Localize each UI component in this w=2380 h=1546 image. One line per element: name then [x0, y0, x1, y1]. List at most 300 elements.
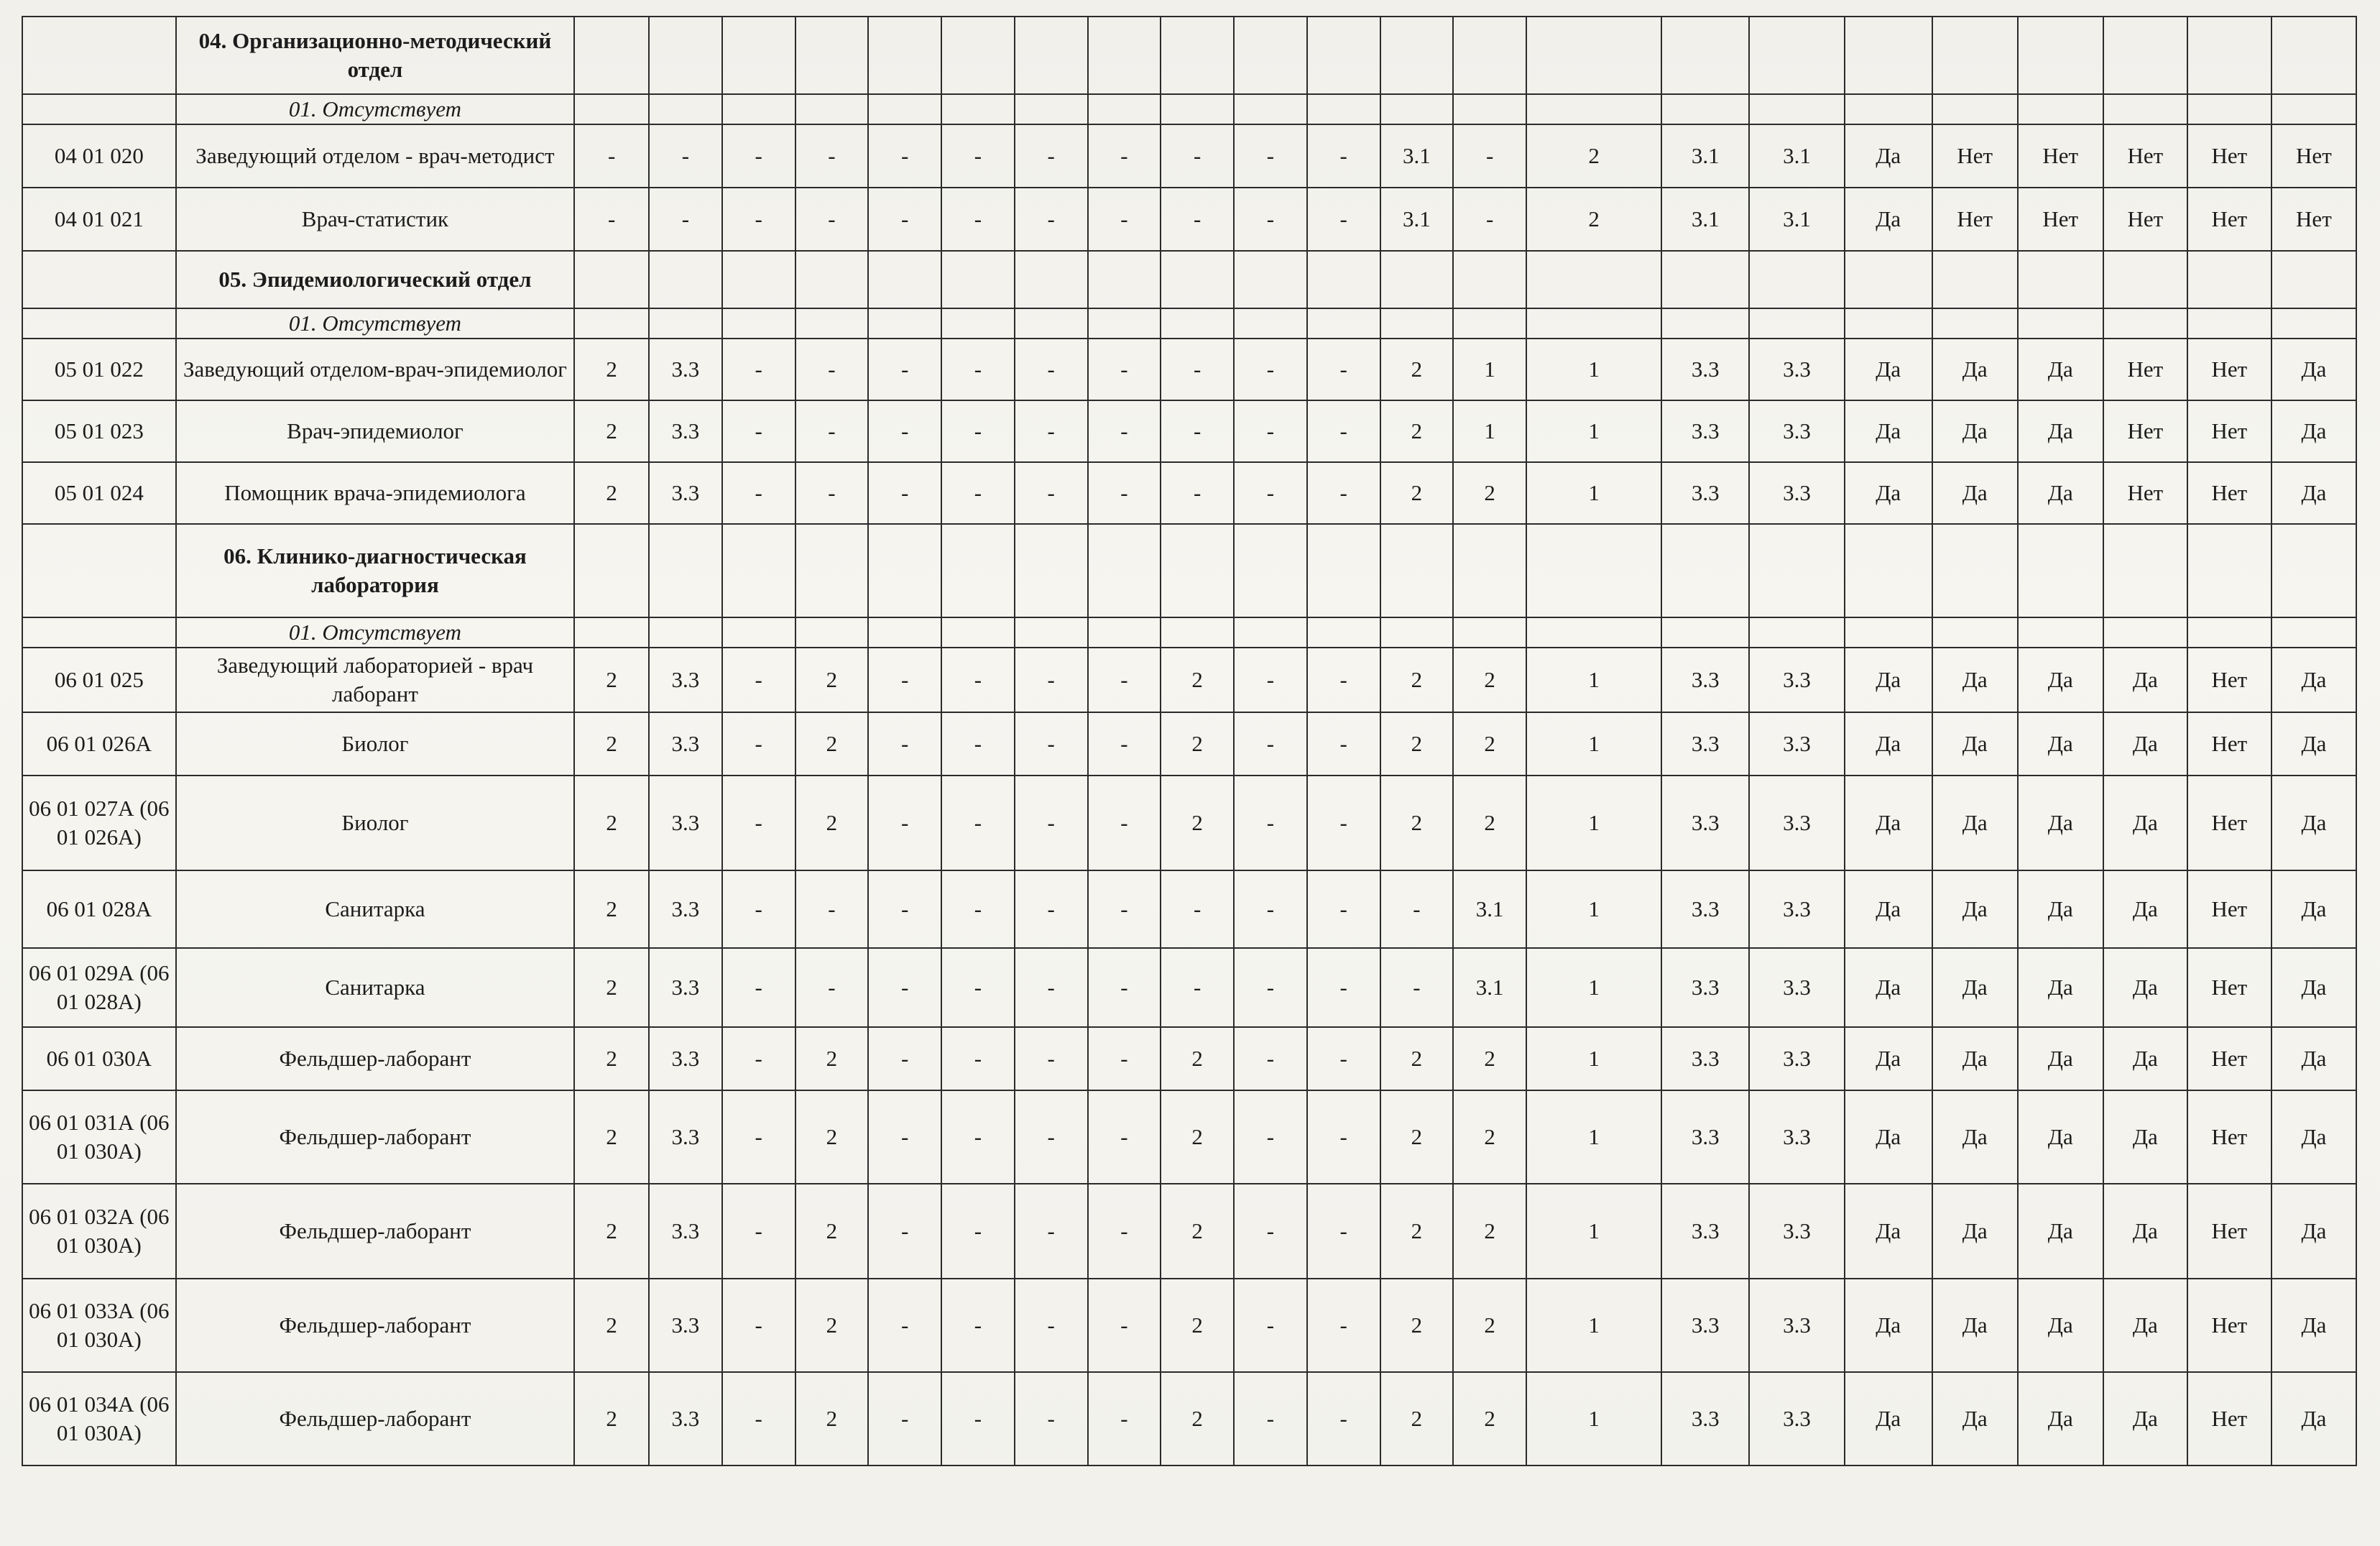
value-cell: Нет	[2187, 712, 2271, 776]
value-cell: -	[1088, 870, 1161, 948]
table-row	[22, 1372, 2356, 1466]
empty-cell	[2018, 94, 2103, 124]
empty-cell	[1845, 617, 1932, 648]
empty-cell	[1453, 617, 1526, 648]
empty-cell	[1088, 524, 1161, 617]
empty-cell	[1161, 617, 1234, 648]
value-cell: 3.3	[1661, 776, 1749, 870]
empty-cell	[1661, 308, 1749, 339]
value-cell: Да	[2271, 870, 2356, 948]
value-cell: Да	[1845, 1372, 1932, 1466]
section-header-row	[22, 17, 2356, 94]
value-cell: Да	[1845, 1184, 1932, 1279]
value-cell: -	[722, 462, 795, 524]
position-name: Заведующий лабораторией - врач лаборант	[176, 648, 575, 712]
value-cell: -	[1380, 870, 1454, 948]
value-cell: -	[1088, 948, 1161, 1027]
subsection-row	[22, 617, 2356, 648]
value-cell: Нет	[2187, 1184, 2271, 1279]
table-row	[22, 124, 2356, 188]
position-name: Помощник врача-эпидемиолога	[176, 462, 575, 524]
empty-cell	[1845, 524, 1932, 617]
empty-cell	[722, 617, 795, 648]
position-name: Фельдшер-лаборант	[176, 1372, 575, 1466]
empty-cell	[649, 17, 722, 94]
value-cell: 1	[1526, 462, 1661, 524]
empty-cell	[1526, 617, 1661, 648]
empty-cell	[1380, 94, 1454, 124]
empty-cell	[1932, 524, 2018, 617]
empty-cell	[2187, 17, 2271, 94]
value-cell: 3.3	[649, 948, 722, 1027]
value-cell: 3.3	[649, 1027, 722, 1090]
value-cell: 2	[574, 1372, 649, 1466]
value-cell: 3.3	[649, 462, 722, 524]
value-cell: Да	[2018, 1372, 2103, 1466]
empty-cell	[1088, 308, 1161, 339]
empty-cell	[1749, 524, 1844, 617]
value-cell: 3.3	[649, 648, 722, 712]
table-row	[22, 1090, 2356, 1184]
workplace-code: 04 01 021	[22, 188, 176, 251]
value-cell: Да	[2018, 1090, 2103, 1184]
value-cell: -	[868, 188, 941, 251]
value-cell: Да	[2271, 1184, 2356, 1279]
empty-cell	[1015, 524, 1088, 617]
value-cell: -	[722, 1184, 795, 1279]
value-cell: 3.3	[1749, 462, 1844, 524]
empty-cell	[2018, 251, 2103, 308]
empty-cell	[2103, 94, 2187, 124]
value-cell: Нет	[2187, 948, 2271, 1027]
value-cell: -	[722, 648, 795, 712]
value-cell: -	[722, 1372, 795, 1466]
value-cell: -	[1307, 188, 1380, 251]
value-cell: Да	[2271, 712, 2356, 776]
empty-cell	[795, 251, 869, 308]
value-cell: Да	[1932, 339, 2018, 400]
value-cell: 2	[1380, 648, 1454, 712]
empty-cell	[1161, 308, 1234, 339]
empty-cell	[2187, 94, 2271, 124]
value-cell: 2	[1161, 712, 1234, 776]
value-cell: -	[722, 870, 795, 948]
value-cell: -	[1015, 776, 1088, 870]
value-cell: Да	[2103, 1027, 2187, 1090]
position-name: Врач-статистик	[176, 188, 575, 251]
empty-cell	[1380, 17, 1454, 94]
value-cell: 3.3	[1749, 648, 1844, 712]
empty-cell	[2187, 308, 2271, 339]
value-cell: Да	[1932, 1090, 2018, 1184]
value-cell: Да	[1845, 1279, 1932, 1372]
empty-cell	[2271, 94, 2356, 124]
value-cell: -	[1088, 1372, 1161, 1466]
value-cell: -	[1015, 648, 1088, 712]
value-cell: -	[1234, 776, 1307, 870]
value-cell: -	[795, 339, 869, 400]
value-cell: -	[868, 462, 941, 524]
value-cell: 3.3	[1749, 339, 1844, 400]
value-cell: -	[1088, 776, 1161, 870]
value-cell: -	[1015, 1279, 1088, 1372]
empty-cell	[795, 17, 869, 94]
value-cell: 2	[574, 948, 649, 1027]
empty-cell	[1453, 94, 1526, 124]
value-cell: 2	[1453, 462, 1526, 524]
value-cell: -	[722, 339, 795, 400]
value-cell: -	[1234, 870, 1307, 948]
value-cell: 2	[1380, 339, 1454, 400]
value-cell: -	[868, 1090, 941, 1184]
value-cell: 2	[1380, 776, 1454, 870]
value-cell: Да	[2271, 1027, 2356, 1090]
value-cell: -	[722, 948, 795, 1027]
empty-cell	[1088, 94, 1161, 124]
value-cell: -	[1307, 1372, 1380, 1466]
value-cell: 1	[1526, 400, 1661, 462]
value-cell: 3.1	[1453, 870, 1526, 948]
value-cell: -	[649, 124, 722, 188]
value-cell: 3.3	[649, 339, 722, 400]
value-cell: -	[1307, 1090, 1380, 1184]
value-cell: Да	[2103, 776, 2187, 870]
empty-cell	[1234, 617, 1307, 648]
empty-cell	[2018, 308, 2103, 339]
value-cell: 3.1	[1749, 188, 1844, 251]
value-cell: -	[1161, 462, 1234, 524]
subsection-title: 01. Отсутствует	[176, 617, 575, 648]
empty-cell	[1749, 251, 1844, 308]
empty-cell	[2103, 308, 2187, 339]
value-cell: -	[795, 870, 869, 948]
empty-cell	[722, 251, 795, 308]
table-row	[22, 648, 2356, 712]
value-cell: -	[1015, 462, 1088, 524]
subsection-row	[22, 94, 2356, 124]
value-cell: 1	[1526, 339, 1661, 400]
value-cell: Да	[2271, 776, 2356, 870]
value-cell: -	[795, 188, 869, 251]
empty-cell	[22, 17, 176, 94]
value-cell: -	[1453, 124, 1526, 188]
value-cell: -	[795, 462, 869, 524]
empty-cell	[1234, 17, 1307, 94]
empty-cell	[795, 617, 869, 648]
value-cell: Да	[1845, 948, 1932, 1027]
value-cell: Да	[2018, 776, 2103, 870]
value-cell: Да	[1932, 1279, 2018, 1372]
empty-cell	[22, 94, 176, 124]
subsection-title: 01. Отсутствует	[176, 94, 575, 124]
value-cell: -	[1307, 339, 1380, 400]
value-cell: Да	[2271, 339, 2356, 400]
value-cell: -	[941, 1279, 1015, 1372]
value-cell: -	[1307, 776, 1380, 870]
workplace-code: 06 01 029А (06 01 028А)	[22, 948, 176, 1027]
value-cell: -	[1088, 124, 1161, 188]
value-cell: -	[1234, 188, 1307, 251]
value-cell: 2	[1526, 188, 1661, 251]
empty-cell	[574, 524, 649, 617]
value-cell: 2	[1161, 1027, 1234, 1090]
value-cell: 3.3	[1661, 462, 1749, 524]
value-cell: 2	[1380, 712, 1454, 776]
value-cell: 2	[1161, 776, 1234, 870]
value-cell: Да	[1845, 870, 1932, 948]
value-cell: -	[1453, 188, 1526, 251]
empty-cell	[2103, 617, 2187, 648]
value-cell: -	[722, 1090, 795, 1184]
value-cell: -	[795, 400, 869, 462]
value-cell: 3.1	[1453, 948, 1526, 1027]
value-cell: -	[941, 339, 1015, 400]
empty-cell	[2018, 617, 2103, 648]
value-cell: -	[1015, 1372, 1088, 1466]
empty-cell	[1749, 17, 1844, 94]
section-title: 04. Организационно-методический отдел	[176, 17, 575, 94]
value-cell: -	[868, 124, 941, 188]
empty-cell	[1932, 308, 2018, 339]
empty-cell	[2271, 617, 2356, 648]
empty-cell	[1932, 617, 2018, 648]
value-cell: Нет	[2187, 339, 2271, 400]
value-cell: Да	[2271, 648, 2356, 712]
value-cell: 1	[1526, 648, 1661, 712]
value-cell: 3.3	[1661, 1027, 1749, 1090]
value-cell: Нет	[2187, 1090, 2271, 1184]
value-cell: 3.3	[1749, 712, 1844, 776]
empty-cell	[941, 308, 1015, 339]
empty-cell	[1749, 308, 1844, 339]
value-cell: -	[1015, 124, 1088, 188]
empty-cell	[1015, 17, 1088, 94]
empty-cell	[1380, 308, 1454, 339]
empty-cell	[22, 308, 176, 339]
position-name: Биолог	[176, 776, 575, 870]
empty-cell	[1307, 308, 1380, 339]
value-cell: Да	[2103, 648, 2187, 712]
empty-cell	[1453, 308, 1526, 339]
empty-cell	[722, 524, 795, 617]
value-cell: Да	[2271, 1090, 2356, 1184]
value-cell: Да	[2103, 1279, 2187, 1372]
value-cell: Нет	[2103, 400, 2187, 462]
section-title: 05. Эпидемиологический отдел	[176, 251, 575, 308]
value-cell: 1	[1526, 1184, 1661, 1279]
empty-cell	[1453, 251, 1526, 308]
value-cell: 3.1	[1380, 188, 1454, 251]
empty-cell	[22, 251, 176, 308]
empty-cell	[1932, 94, 2018, 124]
table-row	[22, 462, 2356, 524]
value-cell: 3.3	[1661, 870, 1749, 948]
value-cell: -	[1015, 188, 1088, 251]
value-cell: 3.3	[1749, 1279, 1844, 1372]
value-cell: -	[1088, 400, 1161, 462]
value-cell: Да	[2018, 462, 2103, 524]
value-cell: -	[1015, 1184, 1088, 1279]
empty-cell	[649, 251, 722, 308]
empty-cell	[1015, 617, 1088, 648]
empty-cell	[722, 94, 795, 124]
value-cell: 3.3	[1749, 1027, 1844, 1090]
empty-cell	[1661, 251, 1749, 308]
value-cell: 1	[1526, 948, 1661, 1027]
value-cell: -	[868, 1184, 941, 1279]
value-cell: 2	[1380, 1279, 1454, 1372]
value-cell: 3.3	[1661, 648, 1749, 712]
empty-cell	[574, 251, 649, 308]
workplace-code: 05 01 024	[22, 462, 176, 524]
value-cell: 3.1	[1380, 124, 1454, 188]
value-cell: 3.3	[1749, 400, 1844, 462]
value-cell: -	[1380, 948, 1454, 1027]
empty-cell	[1749, 617, 1844, 648]
value-cell: Да	[1845, 462, 1932, 524]
value-cell: -	[1307, 870, 1380, 948]
workplace-code: 05 01 023	[22, 400, 176, 462]
value-cell: -	[868, 1372, 941, 1466]
value-cell: Да	[2103, 948, 2187, 1027]
value-cell: Да	[2271, 1279, 2356, 1372]
empty-cell	[1661, 617, 1749, 648]
value-cell: -	[1307, 1027, 1380, 1090]
value-cell: Да	[2271, 462, 2356, 524]
value-cell: -	[1161, 400, 1234, 462]
value-cell: -	[868, 1027, 941, 1090]
value-cell: Да	[1932, 948, 2018, 1027]
empty-cell	[722, 17, 795, 94]
empty-cell	[1234, 524, 1307, 617]
value-cell: -	[1015, 400, 1088, 462]
empty-cell	[1234, 94, 1307, 124]
value-cell: Нет	[2103, 462, 2187, 524]
empty-cell	[574, 17, 649, 94]
value-cell: 1	[1526, 870, 1661, 948]
empty-cell	[1845, 94, 1932, 124]
value-cell: -	[1161, 870, 1234, 948]
value-cell: -	[1234, 712, 1307, 776]
value-cell: -	[1088, 1184, 1161, 1279]
value-cell: -	[941, 124, 1015, 188]
empty-cell	[2018, 17, 2103, 94]
empty-cell	[2103, 17, 2187, 94]
value-cell: 2	[1453, 712, 1526, 776]
value-cell: -	[1234, 462, 1307, 524]
position-name: Фельдшер-лаборант	[176, 1027, 575, 1090]
table-row	[22, 188, 2356, 251]
value-cell: 2	[1453, 648, 1526, 712]
value-cell: 3.3	[1749, 1090, 1844, 1184]
value-cell: 1	[1453, 339, 1526, 400]
empty-cell	[2271, 251, 2356, 308]
value-cell: Нет	[2187, 870, 2271, 948]
empty-cell	[649, 617, 722, 648]
value-cell: -	[1234, 1279, 1307, 1372]
value-cell: -	[1307, 124, 1380, 188]
value-cell: Нет	[2187, 1372, 2271, 1466]
value-cell: 1	[1453, 400, 1526, 462]
value-cell: Да	[1845, 1027, 1932, 1090]
value-cell: -	[722, 1027, 795, 1090]
empty-cell	[1453, 17, 1526, 94]
value-cell: -	[1088, 188, 1161, 251]
empty-cell	[22, 617, 176, 648]
empty-cell	[1307, 17, 1380, 94]
value-cell: Да	[2018, 648, 2103, 712]
value-cell: -	[941, 712, 1015, 776]
table-row	[22, 400, 2356, 462]
value-cell: -	[722, 776, 795, 870]
value-cell: 3.3	[1661, 400, 1749, 462]
value-cell: 2	[795, 1090, 869, 1184]
value-cell: 2	[1161, 1279, 1234, 1372]
value-cell: -	[1307, 1184, 1380, 1279]
table-row	[22, 870, 2356, 948]
value-cell: -	[868, 870, 941, 948]
empty-cell	[1661, 17, 1749, 94]
value-cell: -	[1234, 648, 1307, 712]
value-cell: -	[1234, 124, 1307, 188]
value-cell: -	[1088, 339, 1161, 400]
value-cell: 3.3	[1661, 1372, 1749, 1466]
empty-cell	[1307, 617, 1380, 648]
workplace-code: 05 01 022	[22, 339, 176, 400]
value-cell: -	[722, 124, 795, 188]
value-cell: -	[868, 712, 941, 776]
empty-cell	[1161, 17, 1234, 94]
value-cell: 2	[1380, 400, 1454, 462]
value-cell: 2	[1161, 1372, 1234, 1466]
value-cell: Да	[1845, 400, 1932, 462]
empty-cell	[795, 524, 869, 617]
value-cell: Да	[2018, 712, 2103, 776]
value-cell: Да	[1932, 776, 2018, 870]
value-cell: -	[941, 400, 1015, 462]
workplace-code: 06 01 032А (06 01 030А)	[22, 1184, 176, 1279]
value-cell: Нет	[1932, 188, 2018, 251]
empty-cell	[795, 308, 869, 339]
empty-cell	[1380, 617, 1454, 648]
value-cell: -	[574, 188, 649, 251]
value-cell: -	[941, 776, 1015, 870]
value-cell: Нет	[2018, 124, 2103, 188]
value-cell: 3.3	[649, 776, 722, 870]
value-cell: -	[1015, 870, 1088, 948]
value-cell: 2	[1380, 1184, 1454, 1279]
value-cell: -	[941, 188, 1015, 251]
empty-cell	[1932, 17, 2018, 94]
position-name: Врач-эпидемиолог	[176, 400, 575, 462]
value-cell: -	[722, 1279, 795, 1372]
value-cell: 1	[1526, 712, 1661, 776]
table-row	[22, 1279, 2356, 1372]
value-cell: -	[1307, 948, 1380, 1027]
value-cell: Да	[1932, 1184, 2018, 1279]
value-cell: -	[722, 188, 795, 251]
empty-cell	[1932, 251, 2018, 308]
workplace-code: 06 01 028А	[22, 870, 176, 948]
value-cell: -	[722, 712, 795, 776]
value-cell: -	[649, 188, 722, 251]
value-cell: Нет	[2187, 648, 2271, 712]
value-cell: 2	[1453, 1090, 1526, 1184]
empty-cell	[1453, 524, 1526, 617]
value-cell: 2	[574, 462, 649, 524]
value-cell: 1	[1526, 1279, 1661, 1372]
value-cell: Нет	[2018, 188, 2103, 251]
